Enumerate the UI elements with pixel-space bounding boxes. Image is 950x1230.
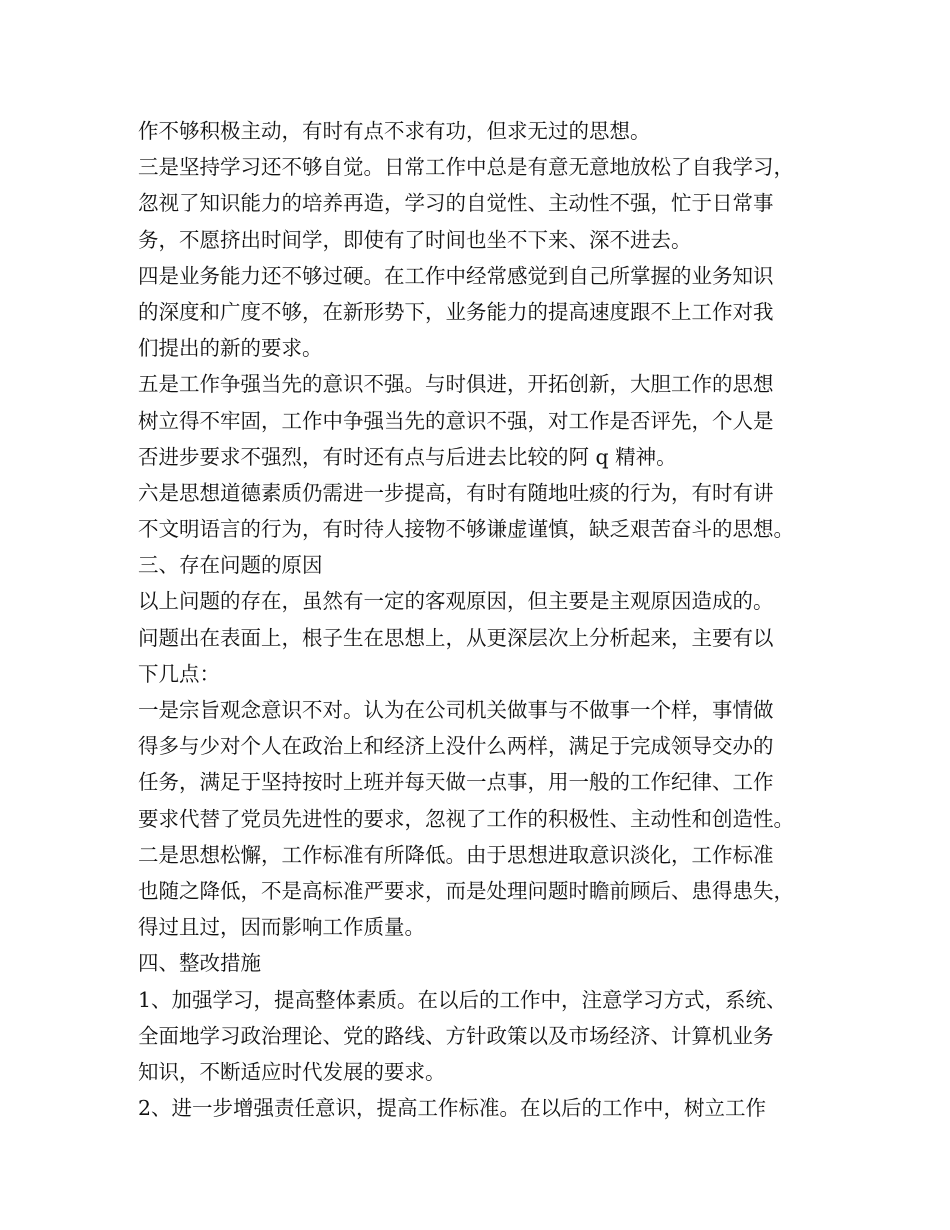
text-line: 作不够积极主动，有时有点不求有功，但求无过的思想。 — [138, 119, 651, 143]
text-line: 得过且过，因而影响工作质量。 — [138, 915, 425, 940]
text-line: 知识，不断适应时代发展的要求。 — [138, 1059, 446, 1084]
text-line: 三是坚持学习还不够自觉。日常工作中总是有意无意地放松了自我学习， — [138, 155, 794, 180]
text-line: 全面地学习政治理论、党的路线、方针政策以及市场经济、计算机业务 — [138, 1023, 774, 1048]
text-line: 问题出在表面上，根子生在思想上，从更深层次上分析起来，主要有以 — [138, 625, 774, 650]
text-line: 五是工作争强当先的意识不强。与时俱进，开拓创新，大胆工作的思想 — [138, 372, 774, 397]
text-line: 要求代替了党员先进性的要求，忽视了工作的积极性、主动性和创造性。 — [138, 806, 794, 831]
section-heading: 四、整改措施 — [138, 951, 261, 976]
text-line: 一是宗旨观念意识不对。认为在公司机关做事与不做事一个样，事情做 — [138, 698, 774, 722]
document-body — [138, 113, 828, 1126]
text-line: 们提出的新的要求。 — [138, 336, 323, 361]
text-line: 1、加强学习，提高整体素质。在以后的工作中，注意学习方式，系统、 — [138, 987, 787, 1012]
text-line: 得多与少对个人在政治上和经济上没什么两样，满足于完成领导交办的 — [138, 734, 774, 759]
text-line: 下几点： — [138, 661, 220, 686]
text-line: 务，不愿挤出时间学，即使有了时间也坐不下来、深不进去。 — [138, 227, 692, 252]
text-line: 任务，满足于坚持按时上班并每天做一点事，用一般的工作纪律、工作 — [138, 770, 774, 795]
text-line: 以上问题的存在，虽然有一定的客观原因，但主要是主观原因造成的。 — [138, 589, 774, 614]
text-line: 不文明语言的行为，有时待人接物不够谦虚谨慎，缺乏艰苦奋斗的思想。 — [138, 517, 794, 542]
section-heading: 三、存在问题的原因 — [138, 553, 323, 578]
text-line: 树立得不牢固，工作中争强当先的意识不强，对工作是否评先，个人是 — [138, 408, 774, 433]
text-line: 六是思想道德素质仍需进一步提高，有时有随地吐痰的行为，有时有讲 — [138, 480, 774, 505]
text-line: 忽视了知识能力的培养再造，学习的自觉性、主动性不强，忙于日常事 — [138, 191, 774, 216]
text-line: 否进步要求不强烈，有时还有点与后进去比较的阿 q 精神。 — [138, 444, 677, 469]
text-line: 2、进一步增强责任意识，提高工作标准。在以后的工作中，树立工作 — [138, 1096, 767, 1121]
text-line: 也随之降低，不是高标准严要求，而是处理问题时瞻前顾后、患得患失， — [138, 878, 794, 903]
text-line: 四是业务能力还不够过硬。在工作中经常感觉到自己所掌握的业务知识 — [138, 263, 774, 288]
text-line: 的深度和广度不够，在新形势下，业务能力的提高速度跟不上工作对我 — [138, 299, 774, 324]
text-line: 二是思想松懈，工作标准有所降低。由于思想进取意识淡化，工作标准 — [138, 842, 774, 867]
